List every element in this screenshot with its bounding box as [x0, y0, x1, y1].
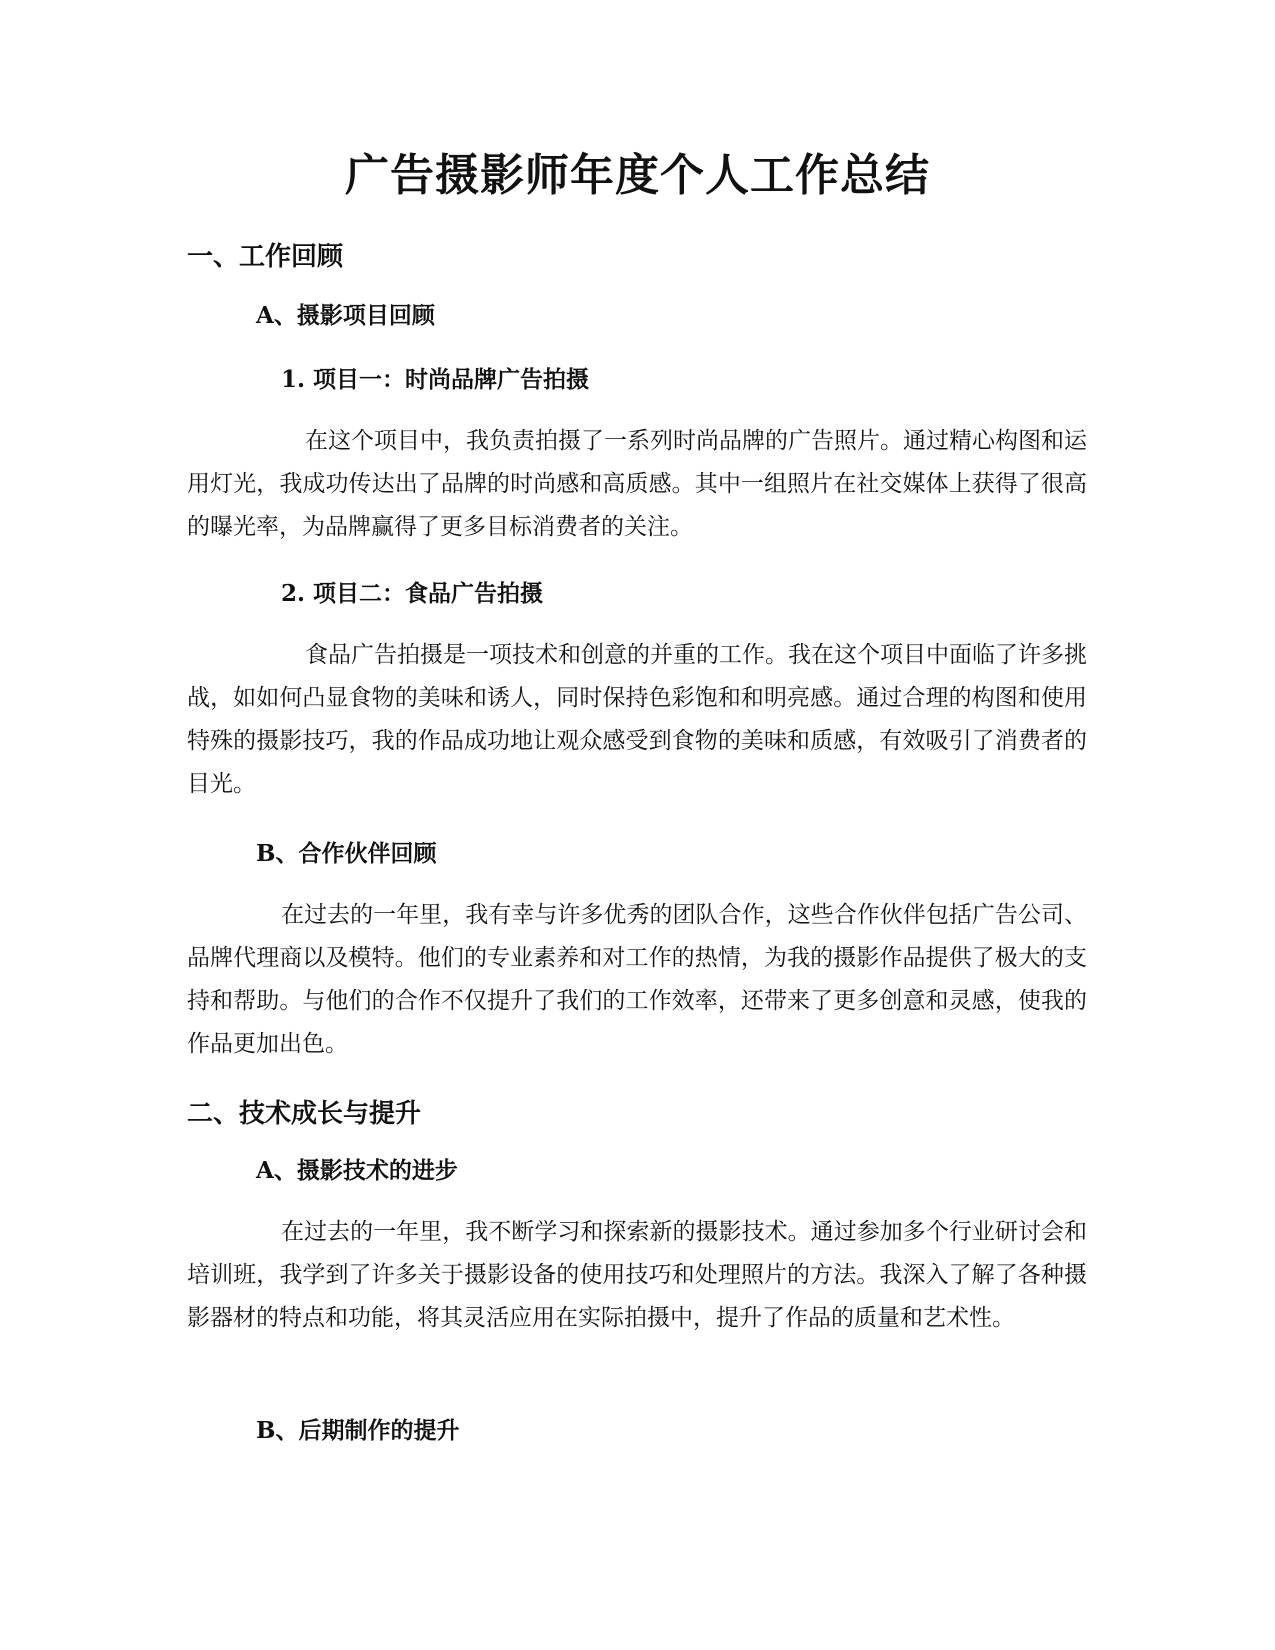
- subsection-heading-photo-tech: A、摄影技术的进步: [256, 1157, 458, 1184]
- subsection-heading-post-production: B、后期制作的提升: [256, 1417, 460, 1444]
- paragraph-photo-tech: 在过去的一年里，我不断学习和探索新的摄影技术。通过参加多个行业研讨会和培训班，我学到了许多关于摄影设备的使用技巧和处理照片的方法。我深入了解了各种摄影器材的特点和功能，将其灵活应用在实际拍摄中，提升了作品的质量和艺术性。: [187, 1219, 1087, 1331]
- document-title: 广告摄影师年度个人工作总结: [345, 150, 930, 201]
- section-heading-tech-growth: 二、技术成长与提升: [187, 1099, 422, 1129]
- paragraph-partner-review: 在过去的一年里，我有幸与许多优秀的团队合作，这些合作伙伴包括广告公司、品牌代理商以及模特。他们的专业素养和对工作的热情，为我的摄影作品提供了极大的支持和帮助。与他们的合作不仅提升了我们的工作效率，还带来了更多创意和灵感，使我的作品更加出色。: [187, 902, 1087, 1057]
- item-heading-food-ad: 2. 项目二：食品广告拍摄: [281, 580, 544, 607]
- paragraph-food-ad: 食品广告拍摄是一项技术和创意的并重的工作。我在这个项目中面临了许多挑战，如如何凸显食物的美味和诱人，同时保持色彩饱和和明亮感。通过合理的构图和使用特殊的摄影技巧，我的作品成功地让观众感受到食物的美味和质感，有效吸引了消费者的目光。: [187, 642, 1087, 797]
- subsection-heading-project-review: A、摄影项目回顾: [256, 302, 435, 329]
- subsection-heading-partner-review: B、合作伙伴回顾: [256, 840, 437, 867]
- paragraph-fashion-brand: 在这个项目中，我负责拍摄了一系列时尚品牌的广告照片。通过精心构图和运用灯光，我成功传达出了品牌的时尚感和高质感。其中一组照片在社交媒体上获得了很高的曝光率，为品牌赢得了更多目标消费者的关注。: [187, 428, 1087, 540]
- section-heading-work-review: 一、工作回顾: [187, 242, 344, 272]
- item-heading-fashion-brand: 1. 项目一：时尚品牌广告拍摄: [281, 366, 590, 393]
